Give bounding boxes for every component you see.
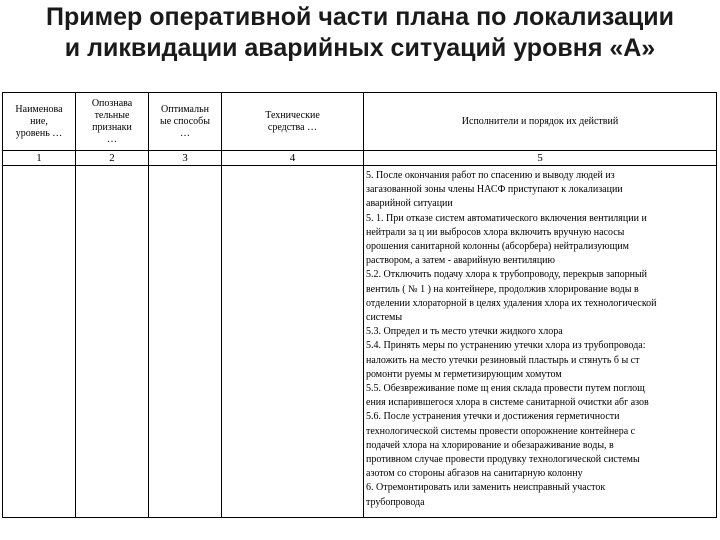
- action-line: отделении хлораторной в целях удаления хлора их технологической: [366, 297, 657, 309]
- action-line: ромонти руемы м герметизирующим хомутом: [366, 368, 562, 380]
- action-line: загазованной зоны члены НАСФ приступают к локализации: [366, 184, 623, 196]
- action-line: орошения санитарной колонны (абсорбера) нейтрализующим: [366, 241, 629, 253]
- header-text: тельные: [94, 109, 130, 121]
- header-text: уровень …: [15, 127, 63, 139]
- cell-optimal-methods: [149, 166, 222, 518]
- action-line: 5. После окончания работ по спасению и выводу людей из: [366, 170, 615, 181]
- action-line: системы: [366, 312, 403, 324]
- action-line: противном случае провести продувку технологической системы: [366, 454, 640, 466]
- action-line: подачей хлора на хлорирование и обезараживание воды, в: [366, 439, 614, 451]
- action-line: раствором, а затем - аварийную вентиляцию: [366, 255, 556, 267]
- table-header-row: [3, 93, 717, 151]
- cell-executors-actions: [364, 166, 717, 518]
- cell-name-level: [3, 166, 76, 518]
- action-line: вентиль ( № 1 ) на контейнере, продолжив хлорирование воды в: [366, 283, 639, 295]
- header-cell-identifying-signs: [76, 93, 149, 151]
- header-cell-optimal-methods: [149, 93, 222, 151]
- slide-title-line-1: Пример оперативной части плана по локализации: [46, 3, 674, 31]
- header-cell-technical-means: [222, 93, 364, 151]
- action-line: 5.3. Определ и ть место утечки жидкого хлора: [366, 326, 563, 338]
- header-text: …: [180, 127, 190, 139]
- cell-technical-means: [222, 166, 364, 518]
- action-line: 5.5. Обезвреживание поме щ ения склада провести путем поглощ: [366, 383, 645, 395]
- slide-title-line-2: и ликвидации аварийных ситуаций уровня «А»: [64, 34, 656, 62]
- action-line: наложить на место утечки резиновый пластырь и стянуть б ы ст: [366, 354, 640, 366]
- plan-table: [2, 92, 717, 518]
- action-line: 5. 1. При отказе систем автоматического включения вентиляции и: [366, 212, 647, 224]
- header-text: …: [107, 133, 117, 145]
- action-line: нейтрали за ц ии выбросов хлора включить вручную насосы: [366, 226, 625, 238]
- header-text: Исполнители и порядок их действий: [461, 115, 619, 127]
- header-cell-name-level: [3, 93, 76, 151]
- action-line: технологической системы провести опорожнение контейнера с: [366, 425, 636, 437]
- header-text: Оптимальн: [161, 103, 209, 115]
- action-line: 5.6. После устранения утечки и достижения герметичности: [366, 411, 620, 423]
- action-line: 6. Отремонтировать или заменить неисправный участок: [366, 482, 606, 494]
- column-number: 1: [3, 151, 76, 166]
- column-number: 5: [364, 151, 717, 166]
- action-line: аварийной ситуации: [366, 198, 453, 210]
- column-number: 2: [76, 151, 149, 166]
- action-line: 5.2. Отключить подачу хлора к трубопроводу, перекрыв запорный: [366, 269, 648, 281]
- action-line: азотом со стороны абгазов на санитарную колонну: [366, 468, 583, 480]
- column-number: 3: [149, 151, 222, 166]
- column-number-row: [3, 151, 717, 166]
- header-text: Технические: [265, 109, 320, 121]
- header-text: ые способы: [160, 115, 210, 127]
- action-line: трубопровода: [366, 496, 425, 508]
- header-text: признаки: [92, 121, 132, 133]
- column-number: 4: [222, 151, 364, 166]
- header-text: Опознава: [91, 97, 133, 109]
- table-row: [3, 166, 717, 518]
- slide-title: [0, 2, 720, 64]
- cell-identifying-signs: [76, 166, 149, 518]
- action-line: ения испарившегося хлора в системе санитарной очистки абг азов: [366, 397, 649, 409]
- action-line: 5.4. Принять меры по устранению утечки хлора из трубопровода:: [366, 340, 646, 352]
- header-text: Наименова: [15, 103, 63, 115]
- header-text: ние,: [30, 115, 48, 127]
- header-text: средства …: [267, 121, 318, 133]
- header-cell-executors-actions: [364, 93, 717, 151]
